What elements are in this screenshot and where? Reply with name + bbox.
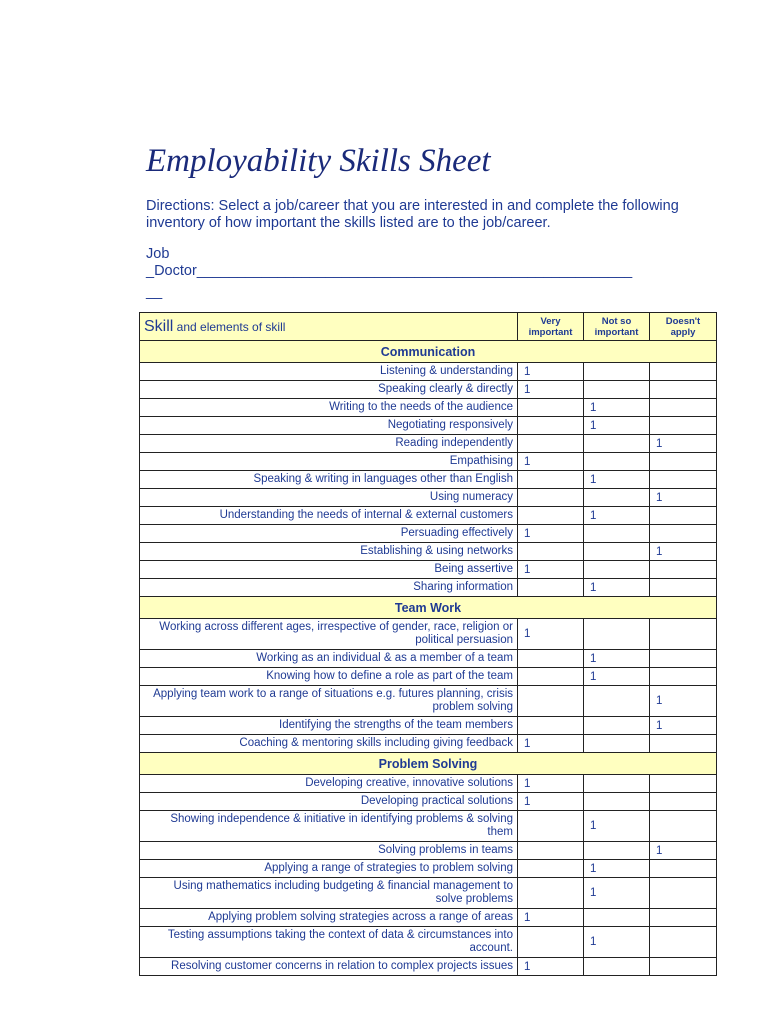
table-row [140, 561, 717, 579]
skill-name-cell: Empathising [140, 453, 518, 471]
table-row [140, 489, 717, 507]
table-row [140, 811, 717, 842]
doesnt-apply-cell [650, 668, 717, 686]
very-important-cell: 1 [518, 453, 584, 471]
section-title: Communication [140, 341, 717, 363]
skill-name-cell: Understanding the needs of internal & external customers [140, 507, 518, 525]
table-row [140, 775, 717, 793]
doesnt-apply-cell: 1 [650, 717, 717, 735]
very-important-cell: 1 [518, 909, 584, 927]
skill-name-cell: Speaking & writing in languages other than English [140, 471, 518, 489]
very-important-cell [518, 579, 584, 597]
doesnt-apply-cell [650, 775, 717, 793]
job-field: _Doctor______________________________________________________ [146, 263, 633, 279]
table-header-row [140, 313, 717, 341]
very-important-header: Very important [518, 313, 584, 341]
not-so-important-cell [584, 561, 650, 579]
skill-name-cell: Developing creative, innovative solutions [140, 775, 518, 793]
not-so-important-cell [584, 735, 650, 753]
doesnt-apply-cell [650, 793, 717, 811]
skill-name-cell: Using numeracy [140, 489, 518, 507]
table-row [140, 435, 717, 453]
table-row [140, 958, 717, 976]
table-row [140, 399, 717, 417]
doesnt-apply-cell [650, 507, 717, 525]
doesnt-apply-cell [650, 363, 717, 381]
skill-name-cell: Speaking clearly & directly [140, 381, 518, 399]
doesnt-apply-cell [650, 525, 717, 543]
very-important-cell [518, 860, 584, 878]
doesnt-apply-cell [650, 958, 717, 976]
very-important-cell: 1 [518, 619, 584, 650]
skill-name-cell: Persuading effectively [140, 525, 518, 543]
table-row [140, 735, 717, 753]
doesnt-apply-cell [650, 471, 717, 489]
doesnt-apply-cell: 1 [650, 543, 717, 561]
table-row [140, 878, 717, 909]
doesnt-apply-cell: 1 [650, 489, 717, 507]
table-row [140, 507, 717, 525]
not-so-important-cell: 1 [584, 668, 650, 686]
doesnt-apply-cell: 1 [650, 686, 717, 717]
section-header-row [140, 753, 717, 775]
very-important-cell [518, 811, 584, 842]
skill-name-cell: Sharing information [140, 579, 518, 597]
not-so-important-cell: 1 [584, 860, 650, 878]
skill-name-cell: Using mathematics including budgeting & financial management to solve problems [140, 878, 518, 909]
skill-name-cell: Testing assumptions taking the context of data & circumstances into account. [140, 927, 518, 958]
skill-name-cell: Being assertive [140, 561, 518, 579]
doesnt-apply-cell [650, 909, 717, 927]
not-so-important-cell: 1 [584, 399, 650, 417]
not-so-important-cell: 1 [584, 878, 650, 909]
very-important-cell: 1 [518, 735, 584, 753]
skill-name-cell: Coaching & mentoring skills including giving feedback [140, 735, 518, 753]
table-row [140, 927, 717, 958]
very-important-cell [518, 543, 584, 561]
not-so-important-cell [584, 775, 650, 793]
not-so-important-cell: 1 [584, 811, 650, 842]
very-important-cell [518, 507, 584, 525]
doesnt-apply-cell [650, 453, 717, 471]
skill-name-cell: Applying problem solving strategies across a range of areas [140, 909, 518, 927]
section-header-row [140, 341, 717, 363]
not-so-important-cell [584, 453, 650, 471]
doesnt-apply-cell [650, 619, 717, 650]
not-so-important-cell: 1 [584, 927, 650, 958]
doesnt-apply-cell [650, 927, 717, 958]
skill-name-cell: Reading independently [140, 435, 518, 453]
skill-name-cell: Writing to the needs of the audience [140, 399, 518, 417]
table-row [140, 579, 717, 597]
job-field-continuation: __ [146, 284, 163, 300]
not-so-important-cell [584, 909, 650, 927]
not-so-important-cell [584, 543, 650, 561]
table-row [140, 793, 717, 811]
very-important-cell [518, 650, 584, 668]
very-important-cell [518, 435, 584, 453]
skill-name-cell: Showing independence & initiative in identifying problems & solving them [140, 811, 518, 842]
section-header-row [140, 597, 717, 619]
table-row [140, 650, 717, 668]
not-so-important-cell: 1 [584, 579, 650, 597]
not-so-important-header: Not so important [584, 313, 650, 341]
doesnt-apply-cell: 1 [650, 435, 717, 453]
doesnt-apply-cell [650, 650, 717, 668]
doesnt-apply-cell [650, 399, 717, 417]
very-important-cell [518, 417, 584, 435]
skills-table [139, 312, 717, 976]
not-so-important-cell: 1 [584, 650, 650, 668]
very-important-cell: 1 [518, 793, 584, 811]
skill-name-cell: Working as an individual & as a member of a team [140, 650, 518, 668]
very-important-cell: 1 [518, 958, 584, 976]
table-body [140, 341, 717, 976]
very-important-cell [518, 471, 584, 489]
skill-name-cell: Identifying the strengths of the team members [140, 717, 518, 735]
skill-name-cell: Resolving customer concerns in relation to complex projects issues [140, 958, 518, 976]
very-important-cell: 1 [518, 561, 584, 579]
not-so-important-cell [584, 363, 650, 381]
not-so-important-cell [584, 958, 650, 976]
doesnt-apply-cell [650, 561, 717, 579]
table-row [140, 363, 717, 381]
table-row [140, 525, 717, 543]
page-title: Employability Skills Sheet [146, 143, 491, 179]
skill-name-cell: Solving problems in teams [140, 842, 518, 860]
table-row [140, 668, 717, 686]
not-so-important-cell [584, 381, 650, 399]
very-important-cell [518, 717, 584, 735]
skill-name-cell: Applying a range of strategies to problem solving [140, 860, 518, 878]
table-row [140, 860, 717, 878]
very-important-cell: 1 [518, 381, 584, 399]
doesnt-apply-cell [650, 878, 717, 909]
doesnt-apply-cell [650, 735, 717, 753]
skill-name-cell: Working across different ages, irrespective of gender, race, religion or political persuasion [140, 619, 518, 650]
doesnt-apply-header: Doesn't apply [650, 313, 717, 341]
table-row [140, 543, 717, 561]
not-so-important-cell [584, 525, 650, 543]
doesnt-apply-cell [650, 579, 717, 597]
table-row [140, 909, 717, 927]
doesnt-apply-cell [650, 381, 717, 399]
skill-name-cell: Developing practical solutions [140, 793, 518, 811]
very-important-cell: 1 [518, 363, 584, 381]
skill-name-cell: Establishing & using networks [140, 543, 518, 561]
skill-header-title: Skill [144, 317, 174, 335]
table-row [140, 471, 717, 489]
not-so-important-cell [584, 842, 650, 860]
not-so-important-cell [584, 717, 650, 735]
job-label: Job [146, 246, 170, 262]
table-row [140, 686, 717, 717]
directions-text: Directions: Select a job/career that you are interested in and complete the following inventory of how important the skills listed are to the job/career. [146, 198, 679, 231]
very-important-cell [518, 668, 584, 686]
skill-name-cell: Applying team work to a range of situations e.g. futures planning, crisis problem solving [140, 686, 518, 717]
very-important-cell: 1 [518, 525, 584, 543]
doesnt-apply-cell [650, 417, 717, 435]
not-so-important-cell [584, 435, 650, 453]
not-so-important-cell [584, 686, 650, 717]
not-so-important-cell: 1 [584, 471, 650, 489]
section-title: Problem Solving [140, 753, 717, 775]
skill-name-cell: Negotiating responsively [140, 417, 518, 435]
very-important-cell [518, 878, 584, 909]
table-row [140, 619, 717, 650]
table-row [140, 717, 717, 735]
skill-name-cell: Knowing how to define a role as part of the team [140, 668, 518, 686]
not-so-important-cell: 1 [584, 507, 650, 525]
table-row [140, 842, 717, 860]
skill-name-cell: Listening & understanding [140, 363, 518, 381]
section-title: Team Work [140, 597, 717, 619]
not-so-important-cell [584, 793, 650, 811]
very-important-cell [518, 489, 584, 507]
doesnt-apply-cell: 1 [650, 842, 717, 860]
not-so-important-cell [584, 489, 650, 507]
very-important-cell [518, 686, 584, 717]
skill-header-subtitle: and elements of skill [173, 319, 286, 334]
very-important-cell: 1 [518, 775, 584, 793]
very-important-cell [518, 399, 584, 417]
very-important-cell [518, 927, 584, 958]
doesnt-apply-cell [650, 860, 717, 878]
table-row [140, 453, 717, 471]
not-so-important-cell: 1 [584, 417, 650, 435]
very-important-cell [518, 842, 584, 860]
table-row [140, 417, 717, 435]
table-row [140, 381, 717, 399]
not-so-important-cell [584, 619, 650, 650]
doesnt-apply-cell [650, 811, 717, 842]
skill-column-header [140, 313, 518, 341]
